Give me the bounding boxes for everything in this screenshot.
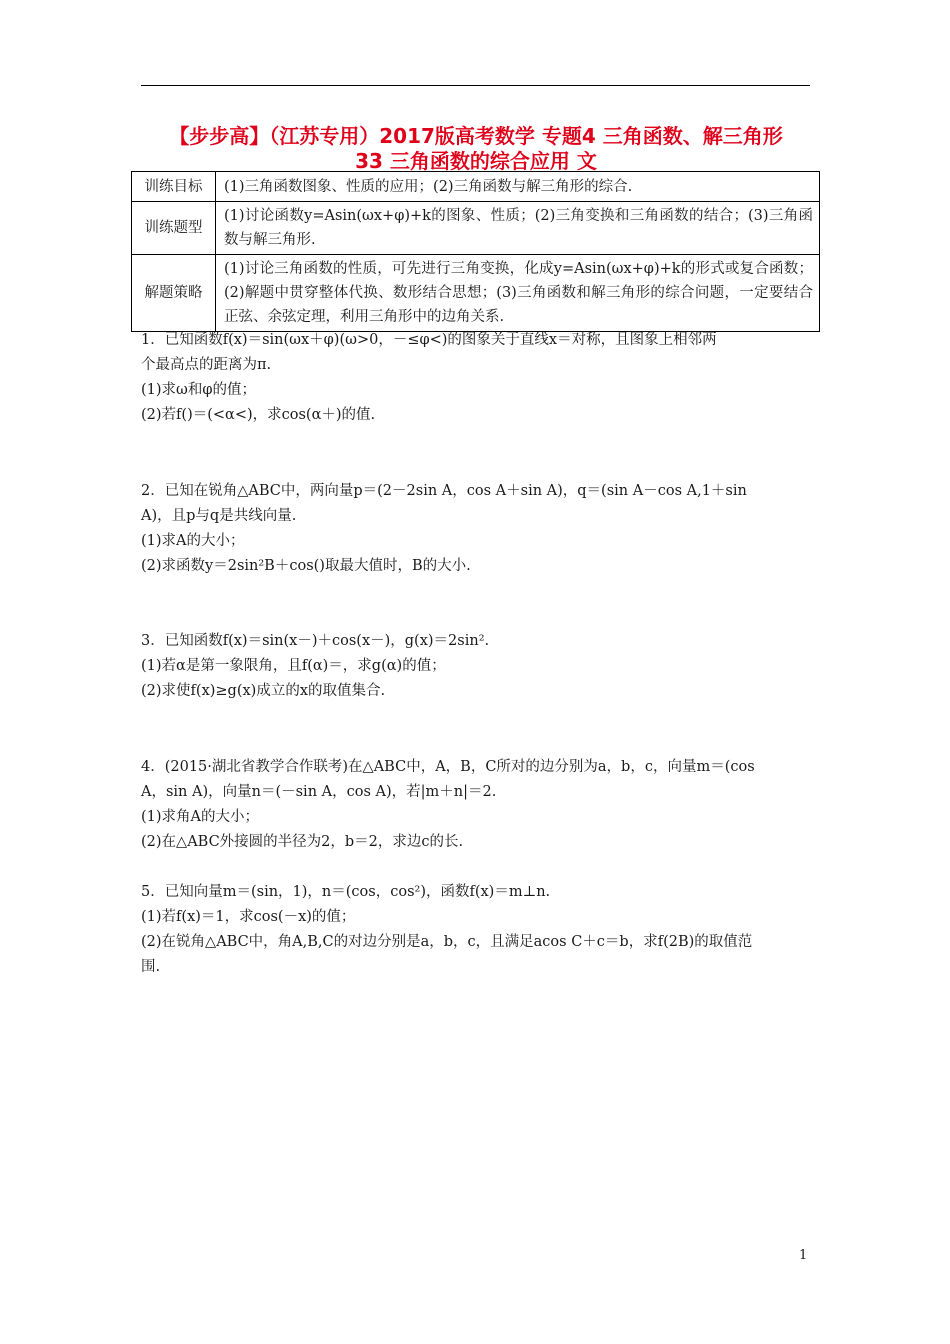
doc-title-line1: 【步步高】（江苏专用）2017版高考数学 专题4 三角函数、解三角形	[169, 124, 783, 148]
header-rule	[141, 85, 810, 86]
problem-1-part-2: (2)若f()＝(<α<)，求cos(α＋)的值.	[141, 407, 376, 423]
problem-5-part-2-cont: 围.	[141, 959, 161, 975]
problem-4-line-1: 4．(2015·湖北省教学合作联考)在△ABC中，A，B，C所对的边分别为a，b，c，向量m＝(cos	[141, 759, 755, 775]
problem-5-part-2: (2)在锐角△ABC中，角A,B,C的对边分别是a，b，c，且满足acos C＋c＝b，求f(2B)的取值范	[141, 934, 753, 950]
row-label-strategy: 解题策略	[132, 255, 216, 332]
problem-1-part-1: (1)求ω和φ的值；	[141, 382, 257, 398]
problem-1-line-2: 个最高点的距离为π.	[141, 357, 272, 373]
table-row	[132, 202, 820, 255]
row-text-goal: (1)三角函数图象、性质的应用；(2)三角函数与解三角形的综合.	[216, 172, 820, 202]
problem-3-part-1: (1)若α是第一象限角，且f(α)＝，求g(α)的值；	[141, 658, 446, 674]
problem-1-line-1: 1．已知函数f(x)＝sin(ωx＋φ)(ω>0，－≤φ<)的图象关于直线x＝对称，且图象上相邻两	[141, 332, 717, 348]
problem-2-line-1: 2．已知在锐角△ABC中，两向量p＝(2－2sin A，cos A＋sin A)，q＝(sin A－cos A,1＋sin	[141, 483, 747, 499]
problem-2-line-2: A)，且p与q是共线向量.	[141, 508, 297, 524]
row-label-goal: 训练目标	[132, 172, 216, 202]
row-text-strategy: (1)讨论三角函数的性质，可先进行三角变换，化成y=Asin(ωx+φ)+k的形式或复合函数；(2)解题中贯穿整体代换、数形结合思想；(3)三角函数和解三角形的综合问题，一定要结合正弦、余弦定理，利用三角形中的边角关系.	[216, 255, 820, 332]
problem-5-part-1: (1)若f(x)＝1，求cos(－x)的值；	[141, 909, 356, 925]
problem-4-part-2: (2)在△ABC外接圆的半径为2，b＝2，求边c的长.	[141, 834, 464, 850]
problem-2-part-2: (2)求函数y＝2sin²B＋cos()取最大值时，B的大小.	[141, 558, 471, 574]
problem-3-part-2: (2)求使f(x)≥g(x)成立的x的取值集合.	[141, 683, 386, 699]
training-info-table	[131, 171, 820, 332]
table-row	[132, 172, 820, 202]
problem-2-part-1: (1)求A的大小；	[141, 533, 245, 549]
table-row	[132, 255, 820, 332]
page-number: 1	[799, 1248, 808, 1263]
row-label-types: 训练题型	[132, 202, 216, 255]
problem-4-line-2: A，sin A)，向量n＝(－sin A，cos A)，若|m＋n|＝2.	[141, 784, 497, 800]
problem-5-line-1: 5．已知向量m＝(sin，1)，n＝(cos，cos²)，函数f(x)＝m⊥n.	[141, 884, 551, 900]
row-text-types: (1)讨论函数y=Asin(ωx+φ)+k的图象、性质；(2)三角变换和三角函数的结合；(3)三角函数与解三角形.	[216, 202, 820, 255]
problem-4-part-1: (1)求角A的大小；	[141, 809, 260, 825]
doc-title-line2: 33 三角函数的综合应用 文	[355, 149, 597, 173]
problem-3-line-1: 3．已知函数f(x)＝sin(x－)＋cos(x－)，g(x)＝2sin².	[141, 633, 490, 649]
